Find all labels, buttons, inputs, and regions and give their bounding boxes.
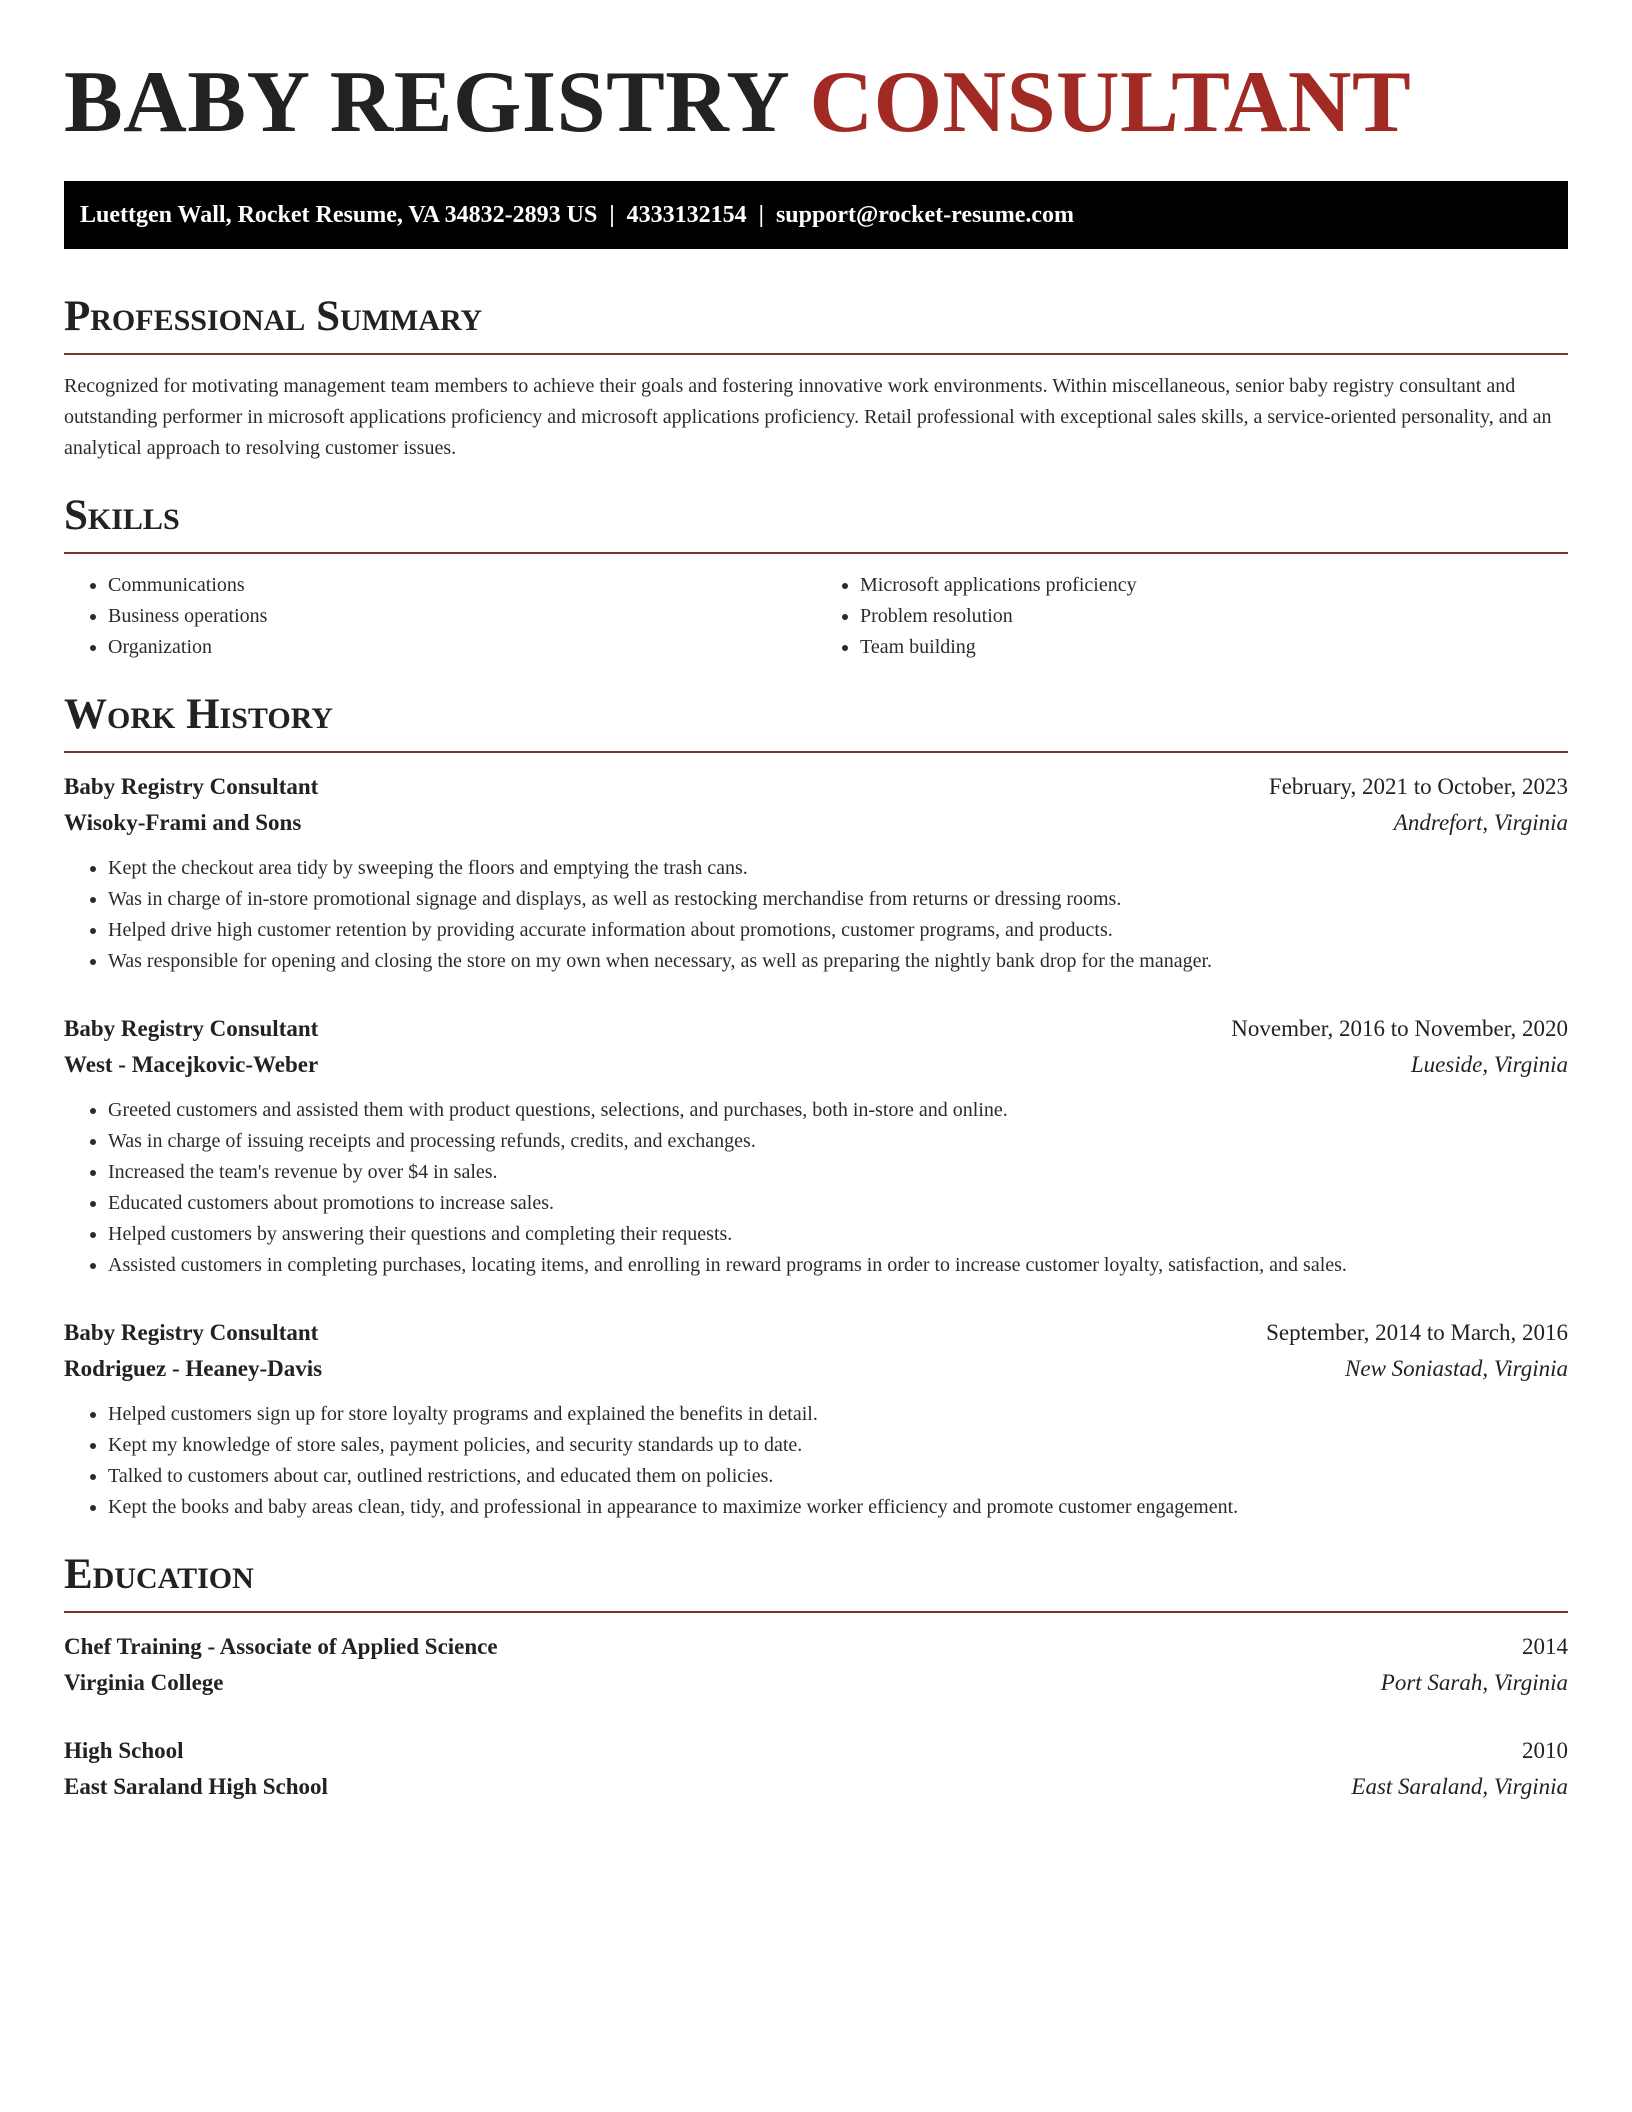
job-bullet: • Kept the books and baby areas clean, tidy, and professional in appearance to maximize worker efficiency and promote customer engagement. [108, 1492, 1568, 1523]
job-company: West - Macejkovic-Weber [64, 1052, 319, 1077]
section-heading-education: Education [64, 1547, 1568, 1613]
education-degree: High School [64, 1738, 184, 1763]
job-bullet: • Greeted customers and assisted them with product questions, selections, and purchases, both in-store and online. [108, 1095, 1568, 1126]
job-entry [64, 769, 1568, 977]
job-dates: February, 2021 to October, 2023 [1268, 774, 1568, 799]
job-title: Baby Registry Consultant [64, 1320, 319, 1345]
job-bullets [64, 853, 1568, 977]
section-heading-skills: Skills [64, 488, 1568, 554]
job-location: Andrefort, Virginia [1393, 810, 1568, 835]
job-title: Baby Registry Consultant [64, 1016, 319, 1041]
education-entry [64, 1629, 1568, 1701]
skill-item: • Business operations [108, 601, 816, 632]
job-dates: November, 2016 to November, 2020 [1231, 1016, 1568, 1041]
contact-separator: | [758, 202, 764, 228]
education-year: 2014 [1522, 1634, 1568, 1659]
job-bullet: • Kept the checkout area tidy by sweeping the floors and emptying the trash cans. [108, 853, 1568, 884]
job-bullet: • Educated customers about promotions to increase sales. [108, 1188, 1568, 1219]
job-company: Rodriguez - Heaney-Davis [64, 1356, 323, 1381]
job-title: Baby Registry Consultant [64, 774, 319, 799]
job-bullet: • Helped customers by answering their questions and completing their requests. [108, 1219, 1568, 1250]
education-school: Virginia College [64, 1670, 224, 1695]
contact-bar [64, 181, 1568, 249]
skills-list [64, 570, 1568, 663]
job-bullet: • Assisted customers in completing purchases, locating items, and enrolling in reward programs in order to increase customer loyalty, satisfaction, and sales. [108, 1250, 1568, 1281]
contact-phone: 4333132154 [626, 202, 747, 228]
education-school: East Saraland High School [64, 1774, 328, 1799]
section-heading-work: Work History [64, 687, 1568, 753]
resume-name [64, 48, 1568, 158]
skill-item: • Problem resolution [860, 601, 1568, 632]
job-bullet: • Was responsible for opening and closing the store on my own when necessary, as well as preparing the nightly bank drop for the manager. [108, 946, 1568, 977]
summary-text: Recognized for motivating management team members to achieve their goals and fostering innovative work environments. Within miscellaneous, senior baby registry consultant and outstanding performer in microsoft applications proficiency and microsoft applications proficiency. Retail professional with exceptional sales skills, a service-oriented personality, and an analytical approach to resolving customer issues. [64, 375, 1552, 459]
job-bullet: • Talked to customers about car, outlined restrictions, and educated them on policies. [108, 1461, 1568, 1492]
contact-email: support@rocket-resume.com [775, 202, 1075, 228]
job-bullet: • Was in charge of issuing receipts and processing refunds, credits, and exchanges. [108, 1126, 1568, 1157]
contact-address: Luettgen Wall, Rocket Resume, VA 34832-2893 US [80, 202, 598, 228]
name-first: BABY REGISTRY [64, 54, 788, 151]
job-location: Lueside, Virginia [1410, 1052, 1568, 1077]
education-entry [64, 1733, 1568, 1805]
name-last: CONSULTANT [809, 54, 1412, 151]
job-bullet: • Increased the team's revenue by over $4 in sales. [108, 1157, 1568, 1188]
job-entry [64, 1315, 1568, 1523]
section-heading-summary: Professional Summary [64, 289, 1568, 355]
job-bullets [64, 1095, 1568, 1281]
job-bullet: • Helped drive high customer retention by providing accurate information about promotions, customer programs, and products. [108, 915, 1568, 946]
job-company: Wisoky-Frami and Sons [64, 810, 302, 835]
job-dates: September, 2014 to March, 2016 [1266, 1320, 1568, 1345]
skill-item: • Communications [108, 570, 816, 601]
education-degree: Chef Training - Associate of Applied Science [64, 1634, 498, 1659]
job-bullets [64, 1399, 1568, 1523]
job-bullet: • Kept my knowledge of store sales, payment policies, and security standards up to date. [108, 1430, 1568, 1461]
skill-item: • Microsoft applications proficiency [860, 570, 1568, 601]
skills-column-right [816, 570, 1568, 663]
skills-column-left [64, 570, 816, 663]
contact-separator: | [609, 202, 615, 228]
job-location: New Soniastad, Virginia [1345, 1356, 1568, 1381]
job-bullet: • Was in charge of in-store promotional signage and displays, as well as restocking merchandise from returns or dressing rooms. [108, 884, 1568, 915]
education-location: Port Sarah, Virginia [1380, 1670, 1568, 1695]
education-location: East Saraland, Virginia [1351, 1774, 1568, 1799]
skill-item: • Organization [108, 632, 816, 663]
education-year: 2010 [1522, 1738, 1568, 1763]
job-entry [64, 1011, 1568, 1281]
job-bullet: • Helped customers sign up for store loyalty programs and explained the benefits in detail. [108, 1399, 1568, 1430]
skill-item: • Team building [860, 632, 1568, 663]
